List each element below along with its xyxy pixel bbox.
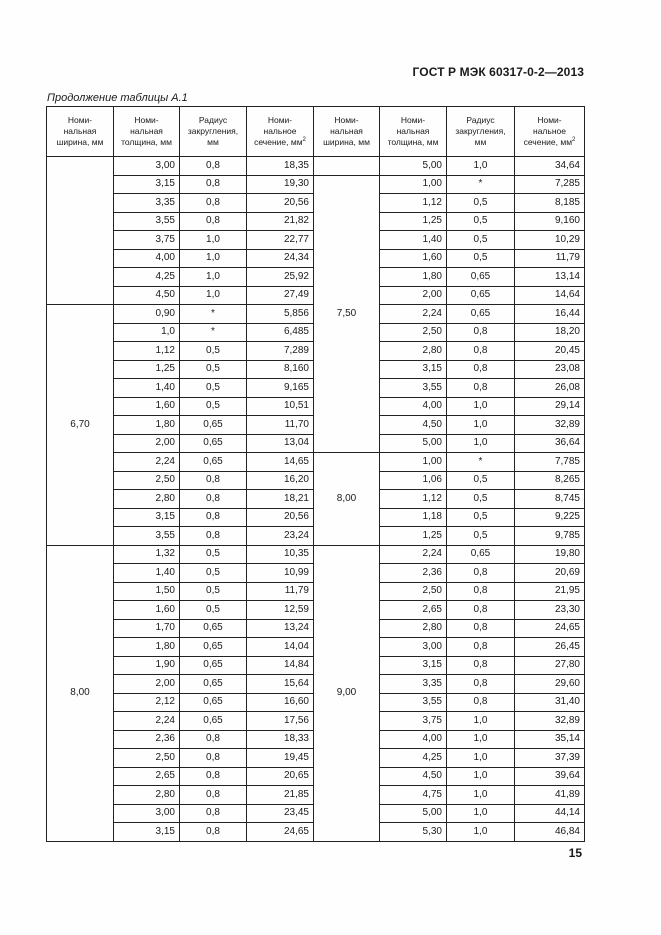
thickness-cell: 1,00 xyxy=(380,175,447,194)
radius-cell: 0,5 xyxy=(447,527,515,546)
thickness-cell: 1,06 xyxy=(380,471,447,490)
section-cell: 29,60 xyxy=(515,675,585,694)
thickness-cell: 1,80 xyxy=(114,638,180,657)
thickness-cell: 2,00 xyxy=(114,675,180,694)
section-cell: 21,82 xyxy=(247,212,314,231)
section-cell: 18,20 xyxy=(515,323,585,342)
thickness-cell: 2,36 xyxy=(114,730,180,749)
section-cell: 16,20 xyxy=(247,471,314,490)
radius-cell: 0,5 xyxy=(180,582,247,601)
radius-cell: 1,0 xyxy=(447,786,515,805)
thickness-cell: 3,15 xyxy=(114,823,180,842)
radius-cell: 0,8 xyxy=(447,619,515,638)
radius-cell: 0,8 xyxy=(447,379,515,398)
radius-cell: 0,8 xyxy=(180,527,247,546)
radius-cell: 0,8 xyxy=(447,693,515,712)
thickness-cell: 1,32 xyxy=(114,545,180,564)
radius-cell: 0,8 xyxy=(180,175,247,194)
thickness-cell: 2,24 xyxy=(380,545,447,564)
radius-cell: 0,8 xyxy=(180,730,247,749)
section-cell: 14,64 xyxy=(515,286,585,305)
section-cell: 19,30 xyxy=(247,175,314,194)
radius-cell: 0,5 xyxy=(180,342,247,361)
thickness-cell: 5,00 xyxy=(380,434,447,453)
radius-cell: 0,65 xyxy=(180,712,247,731)
col-header-thickness-right: Номи- нальная толщина, мм xyxy=(380,107,447,157)
section-cell: 24,65 xyxy=(247,823,314,842)
section-cell: 27,49 xyxy=(247,286,314,305)
thickness-cell: 1,60 xyxy=(380,249,447,268)
section-cell: 23,30 xyxy=(515,601,585,620)
section-cell: 25,92 xyxy=(247,268,314,287)
radius-cell: 0,5 xyxy=(180,545,247,564)
thickness-cell: 1,70 xyxy=(114,619,180,638)
document-code: ГОСТ Р МЭК 60317-0-2—2013 xyxy=(412,65,584,79)
section-cell: 20,56 xyxy=(247,508,314,527)
thickness-cell: 3,35 xyxy=(380,675,447,694)
thickness-cell: 4,25 xyxy=(114,268,180,287)
thickness-cell: 1,90 xyxy=(114,656,180,675)
radius-cell: 0,65 xyxy=(180,693,247,712)
radius-cell: 1,0 xyxy=(447,434,515,453)
col-header-section-left: Номи- нальное сечение, $мм^2$ xyxy=(247,107,314,157)
section-cell: 20,65 xyxy=(247,767,314,786)
table-row xyxy=(47,453,585,472)
section-cell: 12,59 xyxy=(247,601,314,620)
superscript-2: 2 xyxy=(572,137,576,143)
radius-cell: 0,8 xyxy=(447,601,515,620)
section-cell: 27,80 xyxy=(515,656,585,675)
section-cell: 20,69 xyxy=(515,564,585,583)
section-cell: 26,45 xyxy=(515,638,585,657)
thickness-cell: 4,00 xyxy=(380,397,447,416)
thickness-cell: 2,50 xyxy=(380,582,447,601)
radius-cell: 0,5 xyxy=(180,360,247,379)
radius-cell: 0,65 xyxy=(180,656,247,675)
radius-cell: 0,65 xyxy=(180,434,247,453)
thickness-cell: 4,00 xyxy=(380,730,447,749)
radius-cell: 0,8 xyxy=(180,490,247,509)
thickness-cell: 3,00 xyxy=(114,157,180,176)
section-cell: 13,04 xyxy=(247,434,314,453)
section-cell: 23,24 xyxy=(247,527,314,546)
section-cell: 24,34 xyxy=(247,249,314,268)
section-cell: 34,64 xyxy=(515,157,585,176)
radius-cell: 0,8 xyxy=(180,823,247,842)
col-header-thickness-left: Номи- нальная толщина, мм xyxy=(114,107,180,157)
section-cell: 7,785 xyxy=(515,453,585,472)
section-cell: 11,79 xyxy=(247,582,314,601)
section-cell: 20,45 xyxy=(515,342,585,361)
radius-cell: 0,8 xyxy=(447,323,515,342)
thickness-cell: 2,24 xyxy=(380,305,447,324)
section-cell: 24,65 xyxy=(515,619,585,638)
section-cell: 37,39 xyxy=(515,749,585,768)
thickness-cell: 3,15 xyxy=(380,656,447,675)
nominal-width-cell: 6,70 xyxy=(47,305,114,546)
radius-cell: 0,5 xyxy=(180,601,247,620)
thickness-cell: 4,75 xyxy=(380,786,447,805)
section-cell: 36,64 xyxy=(515,434,585,453)
thickness-cell: 3,00 xyxy=(380,638,447,657)
thickness-cell: 2,00 xyxy=(114,434,180,453)
thickness-cell: 2,50 xyxy=(114,471,180,490)
section-cell: 9,225 xyxy=(515,508,585,527)
radius-cell: 0,8 xyxy=(180,767,247,786)
thickness-cell: 2,50 xyxy=(380,323,447,342)
thickness-cell: 1,25 xyxy=(380,212,447,231)
section-cell: 44,14 xyxy=(515,804,585,823)
radius-cell: 0,8 xyxy=(447,656,515,675)
thickness-cell: 1,12 xyxy=(114,342,180,361)
radius-cell: * xyxy=(447,175,515,194)
table-row xyxy=(47,545,585,564)
thickness-cell: 1,40 xyxy=(114,379,180,398)
radius-cell: 1,0 xyxy=(180,249,247,268)
radius-cell: 0,5 xyxy=(447,471,515,490)
thickness-cell: 5,00 xyxy=(380,804,447,823)
table-row xyxy=(47,175,585,194)
nominal-width-cell: 8,00 xyxy=(47,545,114,841)
section-cell: 10,35 xyxy=(247,545,314,564)
thickness-cell: 3,55 xyxy=(114,527,180,546)
page-number: 15 xyxy=(568,846,582,860)
radius-cell: 0,8 xyxy=(447,638,515,657)
section-cell: 39,64 xyxy=(515,767,585,786)
section-cell: 23,08 xyxy=(515,360,585,379)
radius-cell: 0,5 xyxy=(447,508,515,527)
radius-cell: 0,5 xyxy=(447,490,515,509)
radius-cell: 1,0 xyxy=(447,730,515,749)
thickness-cell: 3,35 xyxy=(114,194,180,213)
radius-cell: 0,8 xyxy=(447,582,515,601)
thickness-cell: 3,15 xyxy=(114,508,180,527)
superscript-2: 2 xyxy=(302,137,306,143)
thickness-cell: 2,00 xyxy=(380,286,447,305)
section-cell: 7,285 xyxy=(515,175,585,194)
radius-cell: 1,0 xyxy=(447,416,515,435)
thickness-cell: 2,24 xyxy=(114,712,180,731)
section-cell: 32,89 xyxy=(515,712,585,731)
radius-cell: 0,5 xyxy=(180,397,247,416)
nominal-width-cell: 9,00 xyxy=(314,545,380,841)
thickness-cell: 2,80 xyxy=(114,490,180,509)
section-cell: 17,56 xyxy=(247,712,314,731)
radius-cell: 1,0 xyxy=(447,767,515,786)
section-cell: 8,185 xyxy=(515,194,585,213)
thickness-cell: 1,60 xyxy=(114,601,180,620)
thickness-cell: 3,55 xyxy=(114,212,180,231)
section-cell: 18,21 xyxy=(247,490,314,509)
section-cell: 19,45 xyxy=(247,749,314,768)
radius-cell: * xyxy=(180,305,247,324)
section-cell: 8,265 xyxy=(515,471,585,490)
radius-cell: 0,8 xyxy=(447,360,515,379)
nominal-width-cell: 8,00 xyxy=(314,453,380,546)
radius-cell: 0,8 xyxy=(447,342,515,361)
thickness-cell: 2,36 xyxy=(380,564,447,583)
section-cell: 22,77 xyxy=(247,231,314,250)
nominal-width-cell: 7,50 xyxy=(314,175,380,453)
thickness-cell: 1,0 xyxy=(114,323,180,342)
section-cell: 11,70 xyxy=(247,416,314,435)
section-cell: 21,95 xyxy=(515,582,585,601)
section-cell: 8,160 xyxy=(247,360,314,379)
thickness-cell: 1,40 xyxy=(380,231,447,250)
section-cell: 16,44 xyxy=(515,305,585,324)
thickness-cell: 3,75 xyxy=(114,231,180,250)
section-cell: 16,60 xyxy=(247,693,314,712)
radius-cell: 0,8 xyxy=(180,212,247,231)
thickness-cell: 5,00 xyxy=(380,157,447,176)
radius-cell: 0,8 xyxy=(180,786,247,805)
thickness-cell: 2,12 xyxy=(114,693,180,712)
table-row xyxy=(47,157,585,176)
radius-cell: 0,65 xyxy=(180,453,247,472)
section-cell: 9,165 xyxy=(247,379,314,398)
thickness-cell: 1,25 xyxy=(114,360,180,379)
nominal-width-cell xyxy=(314,157,380,176)
thickness-cell: 2,80 xyxy=(380,619,447,638)
thickness-cell: 1,25 xyxy=(380,527,447,546)
section-cell: 18,33 xyxy=(247,730,314,749)
section-cell: 10,51 xyxy=(247,397,314,416)
section-cell: 9,785 xyxy=(515,527,585,546)
radius-cell: 0,65 xyxy=(447,268,515,287)
radius-cell: 1,0 xyxy=(447,712,515,731)
section-cell: 7,289 xyxy=(247,342,314,361)
thickness-cell: 4,25 xyxy=(380,749,447,768)
section-cell: 23,45 xyxy=(247,804,314,823)
radius-cell: 1,0 xyxy=(180,268,247,287)
thickness-cell: 3,00 xyxy=(114,804,180,823)
radius-cell: 0,65 xyxy=(180,638,247,657)
data-table xyxy=(46,106,585,842)
radius-cell: 1,0 xyxy=(447,397,515,416)
section-cell: 6,485 xyxy=(247,323,314,342)
thickness-cell: 2,65 xyxy=(114,767,180,786)
section-cell: 15,64 xyxy=(247,675,314,694)
section-cell: 21,85 xyxy=(247,786,314,805)
radius-cell: 0,8 xyxy=(447,564,515,583)
thickness-cell: 1,80 xyxy=(380,268,447,287)
section-cell: 14,65 xyxy=(247,453,314,472)
section-cell: 11,79 xyxy=(515,249,585,268)
radius-cell: * xyxy=(447,453,515,472)
section-cell: 46,84 xyxy=(515,823,585,842)
radius-cell: 0,8 xyxy=(180,194,247,213)
col-header-width-right: Номи- нальная ширина, мм xyxy=(314,107,380,157)
radius-cell: 0,5 xyxy=(447,212,515,231)
section-cell: 14,04 xyxy=(247,638,314,657)
section-cell: 41,89 xyxy=(515,786,585,805)
thickness-cell: 0,90 xyxy=(114,305,180,324)
thickness-cell: 2,80 xyxy=(380,342,447,361)
thickness-cell: 5,30 xyxy=(380,823,447,842)
thickness-cell: 2,24 xyxy=(114,453,180,472)
radius-cell: * xyxy=(180,323,247,342)
thickness-cell: 3,15 xyxy=(380,360,447,379)
col-header-radius-right: Радиус закругления, мм xyxy=(447,107,515,157)
radius-cell: 0,8 xyxy=(180,508,247,527)
thickness-cell: 1,00 xyxy=(380,453,447,472)
thickness-cell: 1,60 xyxy=(114,397,180,416)
radius-cell: 0,65 xyxy=(447,545,515,564)
radius-cell: 0,8 xyxy=(447,675,515,694)
radius-cell: 1,0 xyxy=(447,157,515,176)
thickness-cell: 3,55 xyxy=(380,379,447,398)
section-cell: 32,89 xyxy=(515,416,585,435)
radius-cell: 0,65 xyxy=(180,675,247,694)
section-cell: 31,40 xyxy=(515,693,585,712)
radius-cell: 1,0 xyxy=(447,749,515,768)
section-cell: 10,99 xyxy=(247,564,314,583)
thickness-cell: 1,18 xyxy=(380,508,447,527)
radius-cell: 0,5 xyxy=(447,231,515,250)
radius-cell: 0,65 xyxy=(180,619,247,638)
thickness-cell: 4,50 xyxy=(380,767,447,786)
thickness-cell: 3,75 xyxy=(380,712,447,731)
thickness-cell: 2,50 xyxy=(114,749,180,768)
thickness-cell: 4,50 xyxy=(114,286,180,305)
radius-cell: 1,0 xyxy=(447,823,515,842)
thickness-cell: 4,50 xyxy=(380,416,447,435)
section-cell: 5,856 xyxy=(247,305,314,324)
section-cell: 26,08 xyxy=(515,379,585,398)
section-cell: 35,14 xyxy=(515,730,585,749)
section-cell: 13,24 xyxy=(247,619,314,638)
section-cell: 19,80 xyxy=(515,545,585,564)
section-cell: 29,14 xyxy=(515,397,585,416)
thickness-cell: 1,40 xyxy=(114,564,180,583)
radius-cell: 0,8 xyxy=(180,804,247,823)
section-cell: 10,29 xyxy=(515,231,585,250)
nominal-width-cell xyxy=(47,157,114,305)
thickness-cell: 4,00 xyxy=(114,249,180,268)
radius-cell: 1,0 xyxy=(180,286,247,305)
radius-cell: 0,8 xyxy=(180,157,247,176)
radius-cell: 0,8 xyxy=(180,749,247,768)
thickness-cell: 3,55 xyxy=(380,693,447,712)
radius-cell: 0,65 xyxy=(180,416,247,435)
section-cell: 14,84 xyxy=(247,656,314,675)
section-cell: 13,14 xyxy=(515,268,585,287)
radius-cell: 0,8 xyxy=(180,471,247,490)
table-caption: Продолжение таблицы А.1 xyxy=(47,92,188,104)
thickness-cell: 1,80 xyxy=(114,416,180,435)
radius-cell: 0,5 xyxy=(180,564,247,583)
radius-cell: 0,5 xyxy=(447,194,515,213)
thickness-cell: 1,12 xyxy=(380,490,447,509)
radius-cell: 0,5 xyxy=(447,249,515,268)
radius-cell: 0,65 xyxy=(447,286,515,305)
thickness-cell: 2,65 xyxy=(380,601,447,620)
thickness-cell: 1,12 xyxy=(380,194,447,213)
header-row xyxy=(47,107,585,157)
radius-cell: 0,5 xyxy=(180,379,247,398)
col-header-width-left: Номи- нальная ширина, мм xyxy=(47,107,114,157)
section-cell: 20,56 xyxy=(247,194,314,213)
radius-cell: 1,0 xyxy=(180,231,247,250)
thickness-cell: 2,80 xyxy=(114,786,180,805)
thickness-cell: 1,50 xyxy=(114,582,180,601)
section-cell: 9,160 xyxy=(515,212,585,231)
section-cell: 8,745 xyxy=(515,490,585,509)
col-header-radius-left: Радиус закругления, мм xyxy=(180,107,247,157)
col-header-section-right: Номи- нальное сечение, $мм^2$ xyxy=(515,107,585,157)
section-cell: 18,35 xyxy=(247,157,314,176)
radius-cell: 1,0 xyxy=(447,804,515,823)
radius-cell: 0,65 xyxy=(447,305,515,324)
thickness-cell: 3,15 xyxy=(114,175,180,194)
